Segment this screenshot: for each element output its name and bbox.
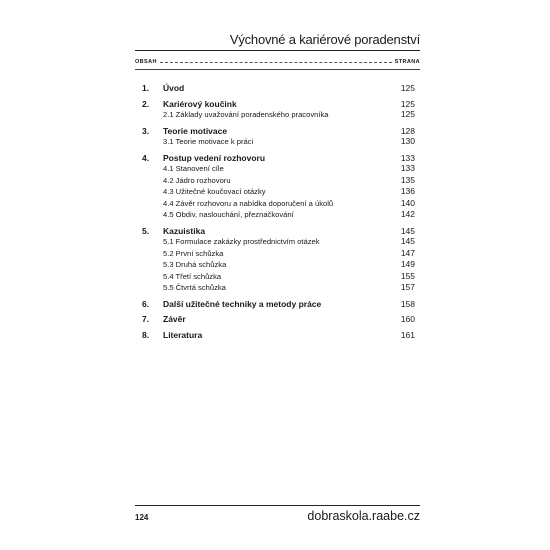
toc-chapter-number: 6.	[142, 298, 150, 309]
toc-chapter-page: 158	[400, 298, 415, 309]
toc-chapter-row	[142, 99, 415, 110]
toc-chapter-title: Literatura	[163, 329, 203, 340]
toc-chapter-number: 5.	[142, 225, 150, 236]
toc-subsection-row	[142, 248, 415, 260]
toc-header-leader	[160, 62, 392, 63]
toc-chapter	[142, 126, 415, 148]
toc-chapter-page: 161	[400, 329, 415, 340]
toc-header-contents-label: OBSAH	[135, 59, 157, 65]
toc-subsection-row	[142, 163, 415, 175]
toc-subsection-title: 4.1 Stanovení cíle	[163, 164, 224, 173]
toc-subsection-page: 147	[400, 247, 415, 258]
toc-subsection-page: 157	[400, 282, 415, 292]
page-footer	[135, 509, 420, 523]
toc-subsection-page: 140	[400, 197, 415, 208]
toc-subsection-title: 2.1 Základy uvažování poradenského pracovníka	[163, 110, 329, 119]
toc-chapter-row	[142, 226, 415, 237]
toc-chapter-page: 145	[400, 225, 415, 236]
toc-chapter-number: 7.	[142, 314, 150, 324]
toc-subsection-page: 125	[400, 109, 415, 119]
toc-chapter-number: 8.	[142, 329, 150, 340]
toc-chapter-title: Další užitečné techniky a metody práce	[163, 298, 322, 309]
toc-header	[135, 57, 420, 67]
toc-chapter-row	[142, 153, 415, 164]
page-header-title: Výchovné a kariérové poradenství	[229, 32, 420, 47]
header-rule	[135, 50, 420, 51]
toc-subsection-page: 135	[400, 174, 415, 185]
toc-subsection-title: 4.4 Závěr rozhovoru a nabídka doporučení a úkolů	[163, 198, 334, 208]
toc-chapter-title: Postup vedení rozhovoru	[163, 152, 266, 163]
toc-chapter-number: 3.	[142, 125, 150, 136]
toc-header-page-label: STRANA	[394, 59, 420, 65]
toc-chapter-number: 4.	[142, 152, 150, 163]
toc-chapter-page: 125	[400, 98, 415, 109]
toc-chapter-number: 1.	[142, 83, 150, 93]
toc-chapter-row	[142, 126, 415, 137]
toc-subsection-page: 142	[400, 209, 415, 219]
toc-subsection-row	[142, 209, 415, 221]
table-of-contents	[142, 83, 415, 345]
toc-subsection-title: 4.2 Jádro rozhovoru	[163, 175, 231, 185]
toc-chapter-title: Závěr	[163, 314, 186, 324]
footer-website: dobraskola.raabe.cz	[307, 509, 420, 523]
toc-chapter-page: 133	[400, 152, 415, 163]
toc-chapter-page: 160	[400, 314, 415, 324]
toc-subsection-title: 4.3 Užitečné koučovací otázky	[163, 187, 266, 196]
toc-chapter-row	[142, 83, 415, 94]
toc-chapter-row	[142, 330, 415, 341]
toc-subsection-page: 133	[400, 163, 415, 173]
toc-chapter-row	[142, 314, 415, 325]
toc-chapter	[142, 330, 415, 341]
toc-chapter-number: 2.	[142, 98, 150, 109]
toc-subsection-title: 5.1 Formulace zakázky prostřednictvím otázek	[163, 237, 320, 246]
toc-chapter-row	[142, 299, 415, 310]
footer-page-number: 124	[135, 513, 149, 522]
toc-subsection-row	[142, 282, 415, 294]
toc-subsection-page: 149	[400, 259, 415, 269]
toc-subsection-page: 136	[400, 186, 415, 196]
toc-chapter-title: Úvod	[163, 83, 185, 93]
toc-subsection-row	[142, 136, 415, 148]
toc-chapter	[142, 299, 415, 310]
toc-header-rule	[135, 69, 420, 70]
toc-subsection-page: 145	[400, 236, 415, 246]
footer-rule	[135, 505, 420, 506]
toc-subsection-row	[142, 271, 415, 283]
toc-subsection-title: 5.3 Druhá schůzka	[163, 260, 227, 269]
toc-subsection-page: 155	[400, 270, 415, 281]
toc-chapter	[142, 226, 415, 294]
toc-chapter	[142, 153, 415, 221]
toc-chapter-title: Kazuistika	[163, 225, 206, 236]
toc-chapter-page: 128	[400, 125, 415, 136]
toc-chapter	[142, 83, 415, 94]
toc-subsection-title: 4.5 Obdiv, naslouchání, přeznačkování	[163, 210, 294, 219]
toc-subsection-row	[142, 186, 415, 198]
toc-subsection-title: 5.5 Čtvrtá schůzka	[163, 283, 226, 292]
toc-subsection-title: 5.2 První schůzka	[163, 248, 224, 258]
toc-chapter-title: Teorie motivace	[163, 125, 228, 136]
toc-subsection-row	[142, 259, 415, 271]
toc-chapter	[142, 314, 415, 325]
toc-chapter	[142, 99, 415, 121]
toc-subsection-page: 130	[400, 136, 415, 146]
toc-subsection-row	[142, 175, 415, 187]
toc-subsection-row	[142, 109, 415, 121]
toc-subsection-title: 3.1 Teorie motivace k práci	[163, 137, 254, 146]
toc-chapter-page: 125	[400, 83, 415, 93]
toc-subsection-row	[142, 236, 415, 248]
toc-chapter-title: Kariérový koučink	[163, 98, 237, 109]
toc-subsection-title: 5.4 Třetí schůzka	[163, 271, 222, 281]
toc-subsection-row	[142, 198, 415, 210]
